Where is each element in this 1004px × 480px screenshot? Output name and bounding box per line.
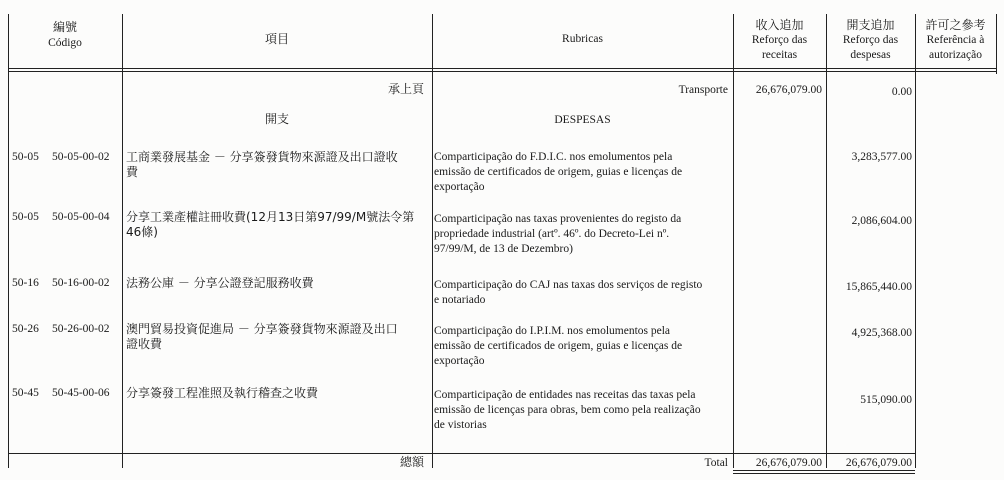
- header-codigo-pt: Código: [48, 37, 82, 49]
- row-label-pt: de vistorias: [434, 419, 487, 431]
- header-ref-zh: 許可之參考: [925, 18, 986, 32]
- row-despesas: 3,283,577.00: [851, 151, 912, 163]
- row-code: 50-16-00-02: [52, 277, 110, 289]
- header-ref-pt: autorização: [929, 49, 982, 61]
- header-receitas-zh: 收入追加: [755, 18, 804, 32]
- row-label-zh: 證收費: [126, 337, 163, 351]
- row-label-pt: propriedade industrial (artº. 46º. do Decreto-Lei nº.: [434, 228, 670, 240]
- total-despesas: 26,676,079.00: [845, 457, 912, 469]
- total-top-rule: [8, 453, 915, 454]
- column-rule: [915, 14, 916, 468]
- total-bottom-rule: [733, 473, 915, 474]
- column-rule: [996, 14, 997, 74]
- total-receitas: 26,676,079.00: [755, 457, 822, 469]
- row-label-zh: 分享工業產權註冊收費(12月13日第97/99/M號法令第: [126, 210, 415, 224]
- header-despesas-zh: 開支追加: [846, 18, 895, 32]
- row-label-pt: e notariado: [434, 294, 486, 306]
- header-receitas-pt: Reforço das: [751, 34, 808, 46]
- row-code-group: 50-05: [12, 151, 39, 163]
- row-code: 50-05-00-04: [52, 211, 110, 223]
- row-code-group: 50-05: [12, 211, 39, 223]
- row-label-pt: Comparticipação do I.P.I.M. nos emolumentos pela: [434, 325, 671, 337]
- row-label-pt: exportação: [434, 181, 485, 193]
- transport-receitas: 26,676,079.00: [755, 84, 822, 96]
- header-bottom-rule: [8, 71, 996, 72]
- header-projeto-zh: 項目: [264, 32, 289, 46]
- row-label-pt: emissão de certificados de origem, guias e licenças de: [434, 340, 683, 352]
- row-label-pt: Comparticipação do F.D.I.C. nos emolumentos pela: [434, 151, 673, 163]
- transport-despesas: 0.00: [891, 86, 912, 98]
- row-label-pt: emissão de certificados de origem, guias e licenças de: [434, 166, 683, 178]
- section-label-zh: 開支: [264, 112, 289, 126]
- header-despesas-pt: despesas: [850, 49, 891, 61]
- row-despesas: 15,865,440.00: [845, 281, 912, 293]
- header-ref-pt: Referência à: [926, 34, 985, 46]
- section-label-pt: DESPESAS: [554, 114, 611, 126]
- row-label-zh: 46條): [126, 225, 158, 239]
- row-label-pt: exportação: [434, 355, 485, 367]
- header-rubricas: Rubricas: [562, 33, 603, 45]
- row-label-zh: 工商業發展基金 － 分享簽發貨物來源證及出口證收: [126, 150, 398, 164]
- row-label-zh: 法務公庫 － 分享公證登記服務收費: [126, 276, 314, 290]
- header-bottom-rule: [8, 68, 996, 69]
- row-label-zh: 費: [126, 165, 139, 179]
- row-label-pt: emissão de licenças para obras, bem como pela realização: [434, 404, 701, 416]
- row-label-pt: Comparticipação de entidades nas receitas das taxas pela: [434, 389, 696, 401]
- row-code-group: 50-16: [12, 277, 39, 289]
- row-despesas: 2,086,604.00: [851, 215, 912, 227]
- row-code-group: 50-45: [12, 387, 39, 399]
- transport-label-pt: Transporte: [678, 84, 728, 96]
- column-rule: [8, 14, 9, 468]
- header-codigo-zh: 編號: [52, 20, 77, 34]
- row-despesas: 515,090.00: [860, 394, 912, 406]
- row-code: 50-05-00-02: [52, 151, 110, 163]
- row-despesas: 4,925,368.00: [851, 327, 912, 339]
- header-despesas-pt: Reforço das: [842, 34, 899, 46]
- row-label-pt: 97/99/M, de 13 de Dezembro): [434, 243, 573, 255]
- total-label-zh: 總額: [399, 455, 424, 469]
- header-receitas-pt: receitas: [761, 49, 798, 61]
- row-code-group: 50-26: [12, 323, 39, 335]
- total-label-pt: Total: [704, 457, 728, 469]
- row-code: 50-45-00-06: [52, 387, 110, 399]
- row-label-zh: 分享簽發工程准照及執行稽查之收費: [126, 386, 319, 400]
- row-label-pt: Comparticipação do CAJ nas taxas dos serviços de registo: [434, 279, 703, 291]
- row-label-zh: 澳門貿易投資促進局 － 分享簽發貨物來源證及出口: [126, 322, 398, 336]
- row-label-pt: Comparticipação nas taxas provenientes do registo da: [434, 213, 682, 225]
- transport-label-zh: 承上頁: [387, 82, 424, 96]
- row-code: 50-26-00-02: [52, 323, 110, 335]
